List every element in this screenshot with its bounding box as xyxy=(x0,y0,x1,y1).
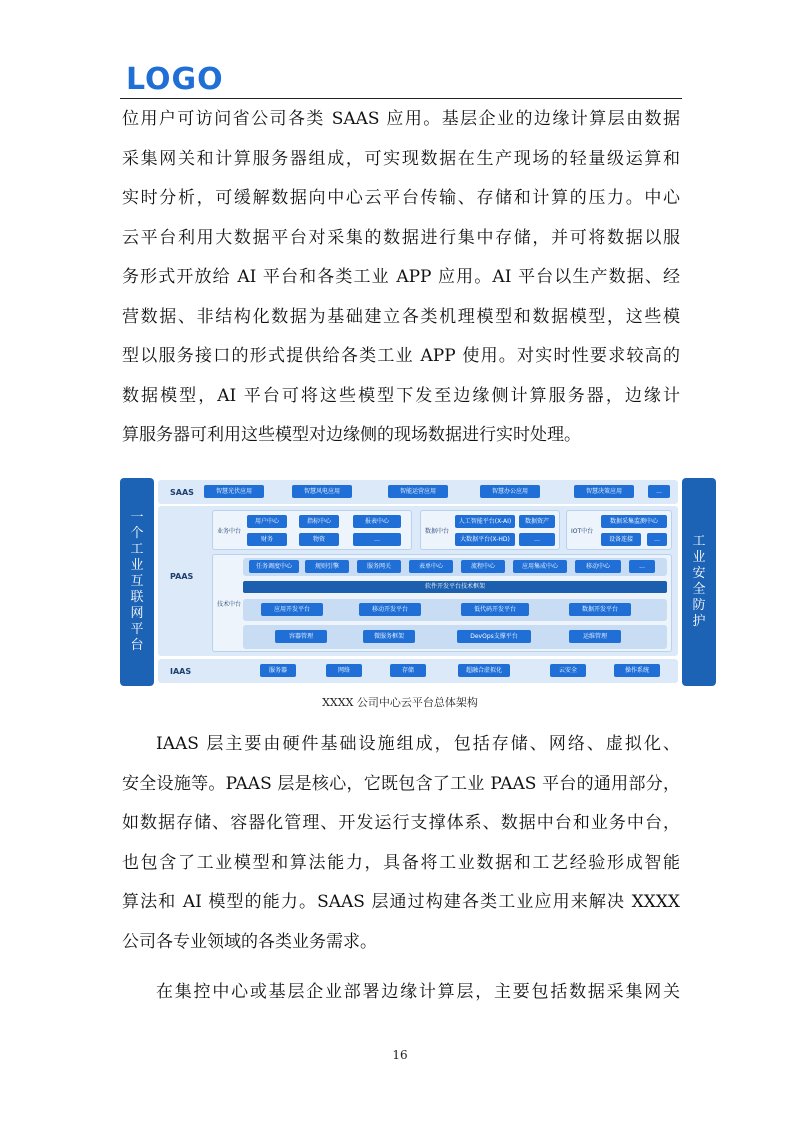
saas-label: SAAS xyxy=(170,488,194,497)
dev-item: 应用开发平台 xyxy=(261,603,323,616)
paragraph-1 xyxy=(122,100,680,456)
iaas-item: 网络 xyxy=(326,664,362,677)
tech-center xyxy=(212,554,672,652)
business-item: 物资 xyxy=(299,533,339,546)
iaas-item: 服务器 xyxy=(260,664,296,677)
service-item: 应用集成中心 xyxy=(513,560,567,573)
iaas-label: IAAS xyxy=(170,667,192,676)
paragraph-line: 云平台利用大数据平台对采集的数据进行集中存储，并可将数据以服 xyxy=(122,227,680,248)
iot-item: ... xyxy=(647,533,667,546)
paragraph-line: 营数据、非结构化数据为基础建立各类机理模型和数据模型，这些模 xyxy=(122,306,680,327)
service-item: ... xyxy=(629,560,655,573)
paragraph-line: 型以服务接口的形式提供给各类工业 APP 使用。对实时性要求较高的 xyxy=(122,346,680,366)
logo: LOGO xyxy=(126,62,224,97)
header-rule xyxy=(120,98,682,99)
security-side-label: 工业安全防护 xyxy=(682,478,716,686)
paragraph-line: 采集网关和计算服务器组成，可实现数据在生产现场的轻量级运算和 xyxy=(122,148,680,169)
data-item: 数据资产 xyxy=(519,515,555,528)
saas-item: 智慧办公应用 xyxy=(480,485,540,498)
business-item: 财务 xyxy=(247,533,287,546)
paragraph-line: IAAS 层主要由硬件基础设施组成，包括存储、网络、虚拟化、 xyxy=(156,734,680,754)
saas-item: 智慧决策应用 xyxy=(574,485,634,498)
iot-center xyxy=(566,510,672,550)
dev-item: 低代码开发平台 xyxy=(461,603,529,616)
dev-item: 数据开发平台 xyxy=(569,603,631,616)
paragraph-3 xyxy=(122,973,680,1013)
figure-caption: XXXX 公司中心云平台总体架构 xyxy=(322,696,478,709)
saas-item: ... xyxy=(648,485,670,498)
paragraph-line: 也包含了工业模型和算法能力，具备将工业数据和工艺经验形成智能 xyxy=(122,852,680,873)
data-center xyxy=(420,510,560,550)
service-item: 任务调度中心 xyxy=(249,560,299,573)
paragraph-line: 务形式开放给 AI 平台和各类工业 APP 应用。AI 平台以生产数据、经 xyxy=(122,267,680,287)
paragraph-line: 数据模型，AI 平台可将这些模型下发至边缘侧计算服务器，边缘计 xyxy=(122,385,680,406)
service-item: 移动中心 xyxy=(575,560,621,573)
dev-item: 移动开发平台 xyxy=(359,603,421,616)
business-item: 报表中心 xyxy=(353,515,401,528)
saas-item: 智能运营应用 xyxy=(388,485,448,498)
paragraph-line: 位用户可访问省公司各类 SAAS 应用。基层企业的边缘计算层由数据 xyxy=(122,109,680,129)
saas-layer xyxy=(158,480,678,504)
framework-bar: 软件开发平台技术框架 xyxy=(243,581,667,593)
paragraph-line: 公司各专业领域的各类业务需求。 xyxy=(122,931,377,952)
paragraph-line: 在集控中心或基层企业部署边缘计算层，主要包括数据采集网关 xyxy=(156,982,680,1002)
service-item: 服务网关 xyxy=(357,560,401,573)
paragraph-line: 算法和 AI 模型的能力。SAAS 层通过构建各类工业应用来解决 XXXX xyxy=(122,892,680,912)
iaas-item: 超融合虚拟化 xyxy=(458,664,510,677)
data-item: 大数据平台(X-HD) xyxy=(455,533,515,546)
service-item: 流程中心 xyxy=(461,560,505,573)
iaas-item: 存储 xyxy=(390,664,426,677)
data-center-label: 数据中台 xyxy=(425,528,450,535)
iaas-item: 操作系统 xyxy=(614,664,660,677)
data-item: 人工智能平台(X-AI) xyxy=(455,515,515,528)
business-item: 指标中心 xyxy=(299,515,339,528)
iot-center-label: IOT中台 xyxy=(571,528,594,535)
business-center xyxy=(212,510,412,550)
ops-item: DevOps支撑平台 xyxy=(457,630,531,643)
iaas-layer xyxy=(158,659,678,683)
business-item: ... xyxy=(353,533,401,546)
data-item: ... xyxy=(519,533,555,546)
iot-item: 数据采集监测中心 xyxy=(601,515,667,528)
paragraph-2 xyxy=(122,725,680,962)
platform-side-label: 一个工业互联网平台 xyxy=(120,478,154,686)
paragraph-line: 算服务器可利用这些模型对边缘侧的现场数据进行实时处理。 xyxy=(122,425,581,445)
page-number: 16 xyxy=(392,1048,408,1062)
iot-item: 设备连接 xyxy=(601,533,641,546)
paragraph-line: 安全设施等。PAAS 层是核心，它既包含了工业 PAAS 平台的通用部分， xyxy=(122,773,680,794)
business-item: 用户中心 xyxy=(247,515,287,528)
paas-layer xyxy=(158,506,678,656)
business-center-label: 业务中台 xyxy=(217,528,242,535)
tech-center-label: 技术中台 xyxy=(217,601,242,608)
paragraph-line: 如数据存储、容器化管理、开发运行支撑体系、数据中台和业务中台， xyxy=(122,813,680,833)
paragraph-line: 实时分析，可缓解数据向中心云平台传输、存储和计算的压力。中心 xyxy=(122,188,680,208)
saas-item: 智慧风电应用 xyxy=(292,485,352,498)
ops-item: 微服务框架 xyxy=(363,630,415,643)
ops-item: 容器管理 xyxy=(275,630,327,643)
paas-label: PAAS xyxy=(170,572,194,581)
service-item: 表单中心 xyxy=(409,560,453,573)
iaas-item: 云安全 xyxy=(550,664,586,677)
saas-item: 智慧光伏应用 xyxy=(204,485,264,498)
service-item: 规则引擎 xyxy=(305,560,349,573)
ops-item: 运维管理 xyxy=(569,630,621,643)
architecture-diagram xyxy=(120,478,716,686)
